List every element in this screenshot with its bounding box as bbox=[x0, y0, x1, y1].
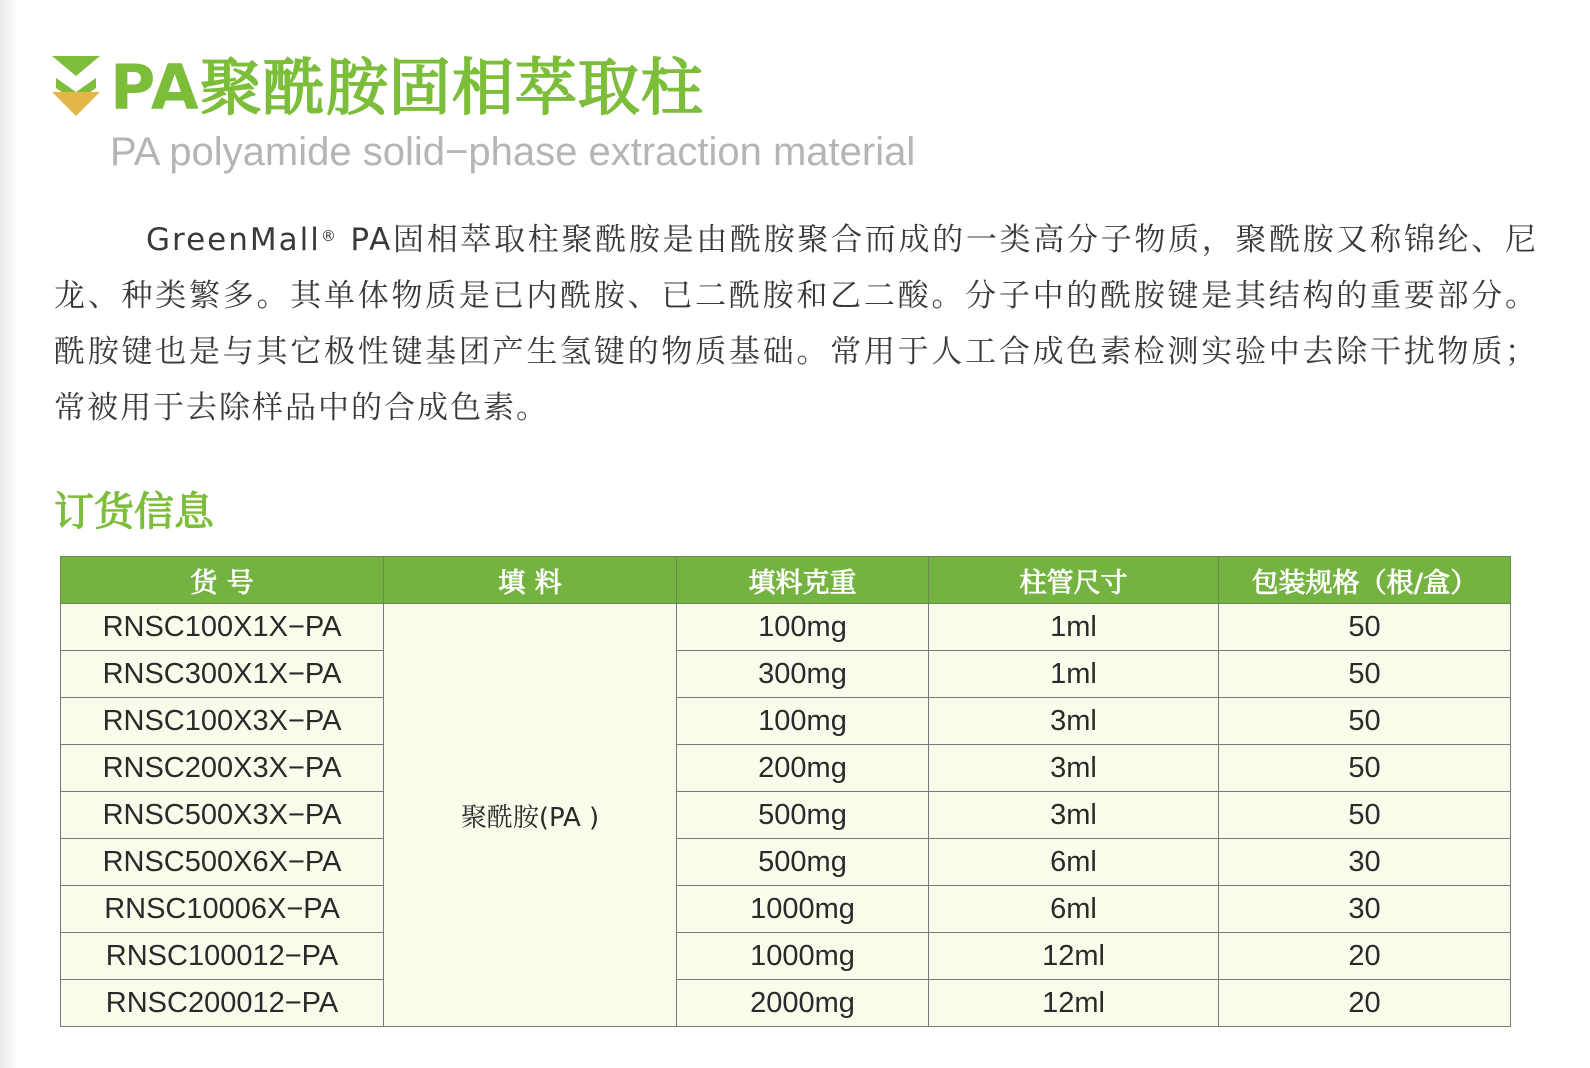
tube-size-cell: 1ml bbox=[929, 604, 1219, 651]
packing-cell: 20 bbox=[1219, 933, 1511, 980]
column-header-filler: 填 料 bbox=[384, 557, 677, 604]
filler-weight-cell: 100mg bbox=[677, 698, 929, 745]
tube-size-cell: 6ml bbox=[929, 839, 1219, 886]
column-header-weight: 填料克重 bbox=[677, 557, 929, 604]
product-code-cell: RNSC10006X−PA bbox=[61, 886, 384, 933]
order-info-heading: 订货信息 bbox=[54, 489, 214, 535]
filler-weight-cell: 100mg bbox=[677, 604, 929, 651]
product-code-cell: RNSC200012−PA bbox=[61, 980, 384, 1027]
packing-cell: 50 bbox=[1219, 698, 1511, 745]
page-edge-shade bbox=[0, 0, 18, 1068]
product-code-cell: RNSC300X1X−PA bbox=[61, 651, 384, 698]
page-subtitle: PA polyamide solid−phase extraction material bbox=[110, 130, 916, 174]
page-title: PA聚酰胺固相萃取柱 bbox=[110, 51, 704, 124]
filler-weight-cell: 2000mg bbox=[677, 980, 929, 1027]
table-row bbox=[61, 651, 1511, 698]
registered-mark: ® bbox=[320, 227, 338, 245]
packing-cell: 50 bbox=[1219, 745, 1511, 792]
column-header-code: 货 号 bbox=[61, 557, 384, 604]
filler-weight-cell: 500mg bbox=[677, 792, 929, 839]
table-row bbox=[61, 933, 1511, 980]
tube-size-cell: 6ml bbox=[929, 886, 1219, 933]
table-row bbox=[61, 980, 1511, 1027]
product-code-cell: RNSC200X3X−PA bbox=[61, 745, 384, 792]
table-row bbox=[61, 745, 1511, 792]
table-row bbox=[61, 604, 1511, 651]
table-row bbox=[61, 698, 1511, 745]
order-table bbox=[60, 556, 1511, 1027]
packing-cell: 50 bbox=[1219, 604, 1511, 651]
chevron-triangle-logo-icon bbox=[52, 56, 100, 116]
filler-weight-cell: 1000mg bbox=[677, 933, 929, 980]
filler-weight-cell: 300mg bbox=[677, 651, 929, 698]
packing-cell: 30 bbox=[1219, 886, 1511, 933]
tube-size-cell: 1ml bbox=[929, 651, 1219, 698]
product-code-cell: RNSC100X1X−PA bbox=[61, 604, 384, 651]
packing-cell: 30 bbox=[1219, 839, 1511, 886]
table-header-row bbox=[61, 557, 1511, 604]
product-code-cell: RNSC500X6X−PA bbox=[61, 839, 384, 886]
table-row bbox=[61, 839, 1511, 886]
column-header-tube-size: 柱管尺寸 bbox=[929, 557, 1219, 604]
table-row bbox=[61, 886, 1511, 933]
packing-cell: 50 bbox=[1219, 792, 1511, 839]
product-code-cell: RNSC500X3X−PA bbox=[61, 792, 384, 839]
filler-weight-cell: 500mg bbox=[677, 839, 929, 886]
brand-name: GreenMall bbox=[146, 222, 321, 258]
filler-weight-cell: 200mg bbox=[677, 745, 929, 792]
tube-size-cell: 3ml bbox=[929, 745, 1219, 792]
tube-size-cell: 3ml bbox=[929, 792, 1219, 839]
filler-weight-cell: 1000mg bbox=[677, 886, 929, 933]
product-description bbox=[54, 212, 1538, 436]
description-text: PA固相萃取柱聚酰胺是由酰胺聚合而成的一类高分子物质，聚酰胺又称锦纶、尼龙、种类繁多。其单体物质是已内酰胺、已二酰胺和乙二酸。分子中的酰胺键是其结构的重要部分。酰胺键也是与其它极性键基团产生氢键的物质基础。常用于人工合成色素检测实验中去除干扰物质；常被用于去除样品中的合成色素。 bbox=[54, 222, 1538, 426]
tube-size-cell: 12ml bbox=[929, 933, 1219, 980]
packing-cell: 50 bbox=[1219, 651, 1511, 698]
tube-size-cell: 3ml bbox=[929, 698, 1219, 745]
table-row bbox=[61, 792, 1511, 839]
packing-cell: 20 bbox=[1219, 980, 1511, 1027]
product-code-cell: RNSC100012−PA bbox=[61, 933, 384, 980]
filler-cell: 聚酰胺(PA ) bbox=[384, 604, 677, 1027]
tube-size-cell: 12ml bbox=[929, 980, 1219, 1027]
product-code-cell: RNSC100X3X−PA bbox=[61, 698, 384, 745]
column-header-packing: 包装规格（根/盒） bbox=[1219, 557, 1511, 604]
